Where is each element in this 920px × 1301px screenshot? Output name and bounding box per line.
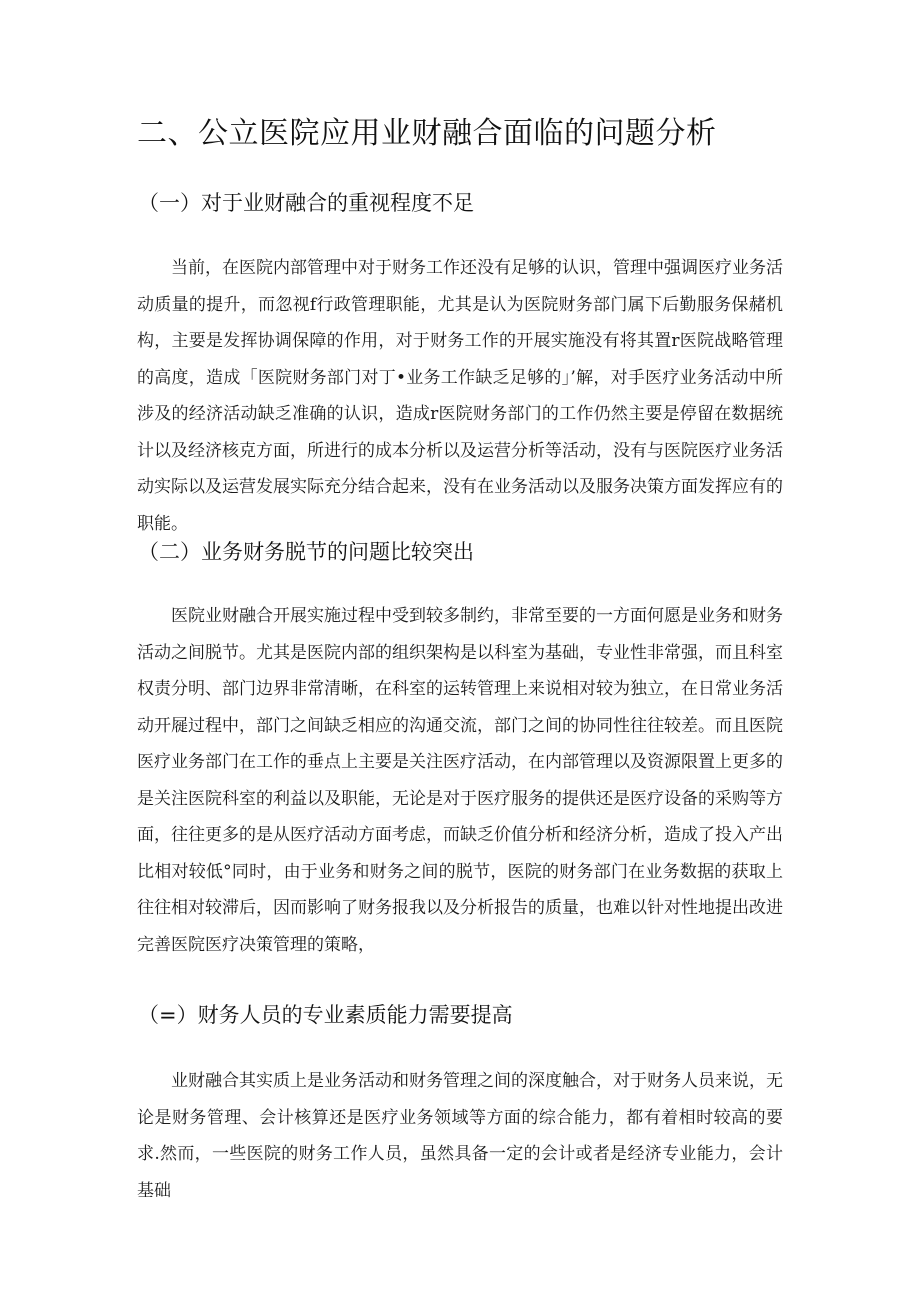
section-1-paragraph: 当前，在医院内部管理中对于财务工作还没有足够的认识，管理中强调医疗业务活动质量的提升，而忽视f行政管理职能，尤其是认为医院财务部门属下后勤服务保赭机构，主要是发挥协调保障的作用，对于财务工作的开展实施没有将其置r医院战略管理的高度，造成「医院财务部门对丁•业务工作缺乏足够的」’解，对手医疗业务活动中所涉及的经济活动缺乏准确的认识，造成r医院财务部门的工作仍然主要是停留在数据统计以及经济核克方面，所进行的成本分析以及运营分析等活动，没有与医院医疗业务活动实际以及运营发展实际充分结合起来，没有在业务活动以及服务决策方面发挥应有的职能。	[137, 258, 783, 534]
section-2-paragraph: 医院业财融合开展实施过程中受到较多制约，非常至要的一方面何愿是业务和财务活动之间脱节。尤其是医院内部的组织架构是以科室为基础，专业性非常强，而且科室权责分明、部门边界非常清晰，在科室的运转管理上来说相对较为独立，在日常业务活动开屣过程中，部门之间缺乏相应的沟通交流，部门之间的协同性往往较差。而且医院医疗业务部门在工作的垂点上主要是关注医疗活动，在内部管理以及资源限置上更多的是关注医院科室的利益以及职能，无论是对于医疗服务的提供还是医疗设备的采购等方面，往往更多的是从医疗活动方面考虑，而缺乏价值分析和经济分析，造成了投入产出比相对较低°同时，由于业务和财务之间的脱节，医院的财务部门在业务数据的获取上往往相对较滞后，因而影响了财务报我以及分析报告的质量，也难以针对性地提出改进完善医院医疗决策管理的策略，	[137, 606, 783, 955]
section-2-heading: （二）业务财务脱节的问题比较突出	[138, 540, 474, 564]
section-1-heading: （一）对于业财融合的重视程度不足	[138, 191, 474, 215]
document-title: 二、公立医院应用业财融合面临的问题分析	[137, 116, 717, 151]
section-3-paragraph: 业财融合其实质上是业务活动和财务管理之间的深度触合，对于财务人员来说，无论是财务管理、会计核算还是医疗业务领域等方面的综合能力，都有着相时较高的要求.然而，一些医院的财务工作人员，虽然具备一定的会计或者是经济专业能力，会计基础	[137, 1071, 783, 1201]
section-3-heading: （=）财务人员的专业素质能力需要提高	[138, 1003, 513, 1027]
